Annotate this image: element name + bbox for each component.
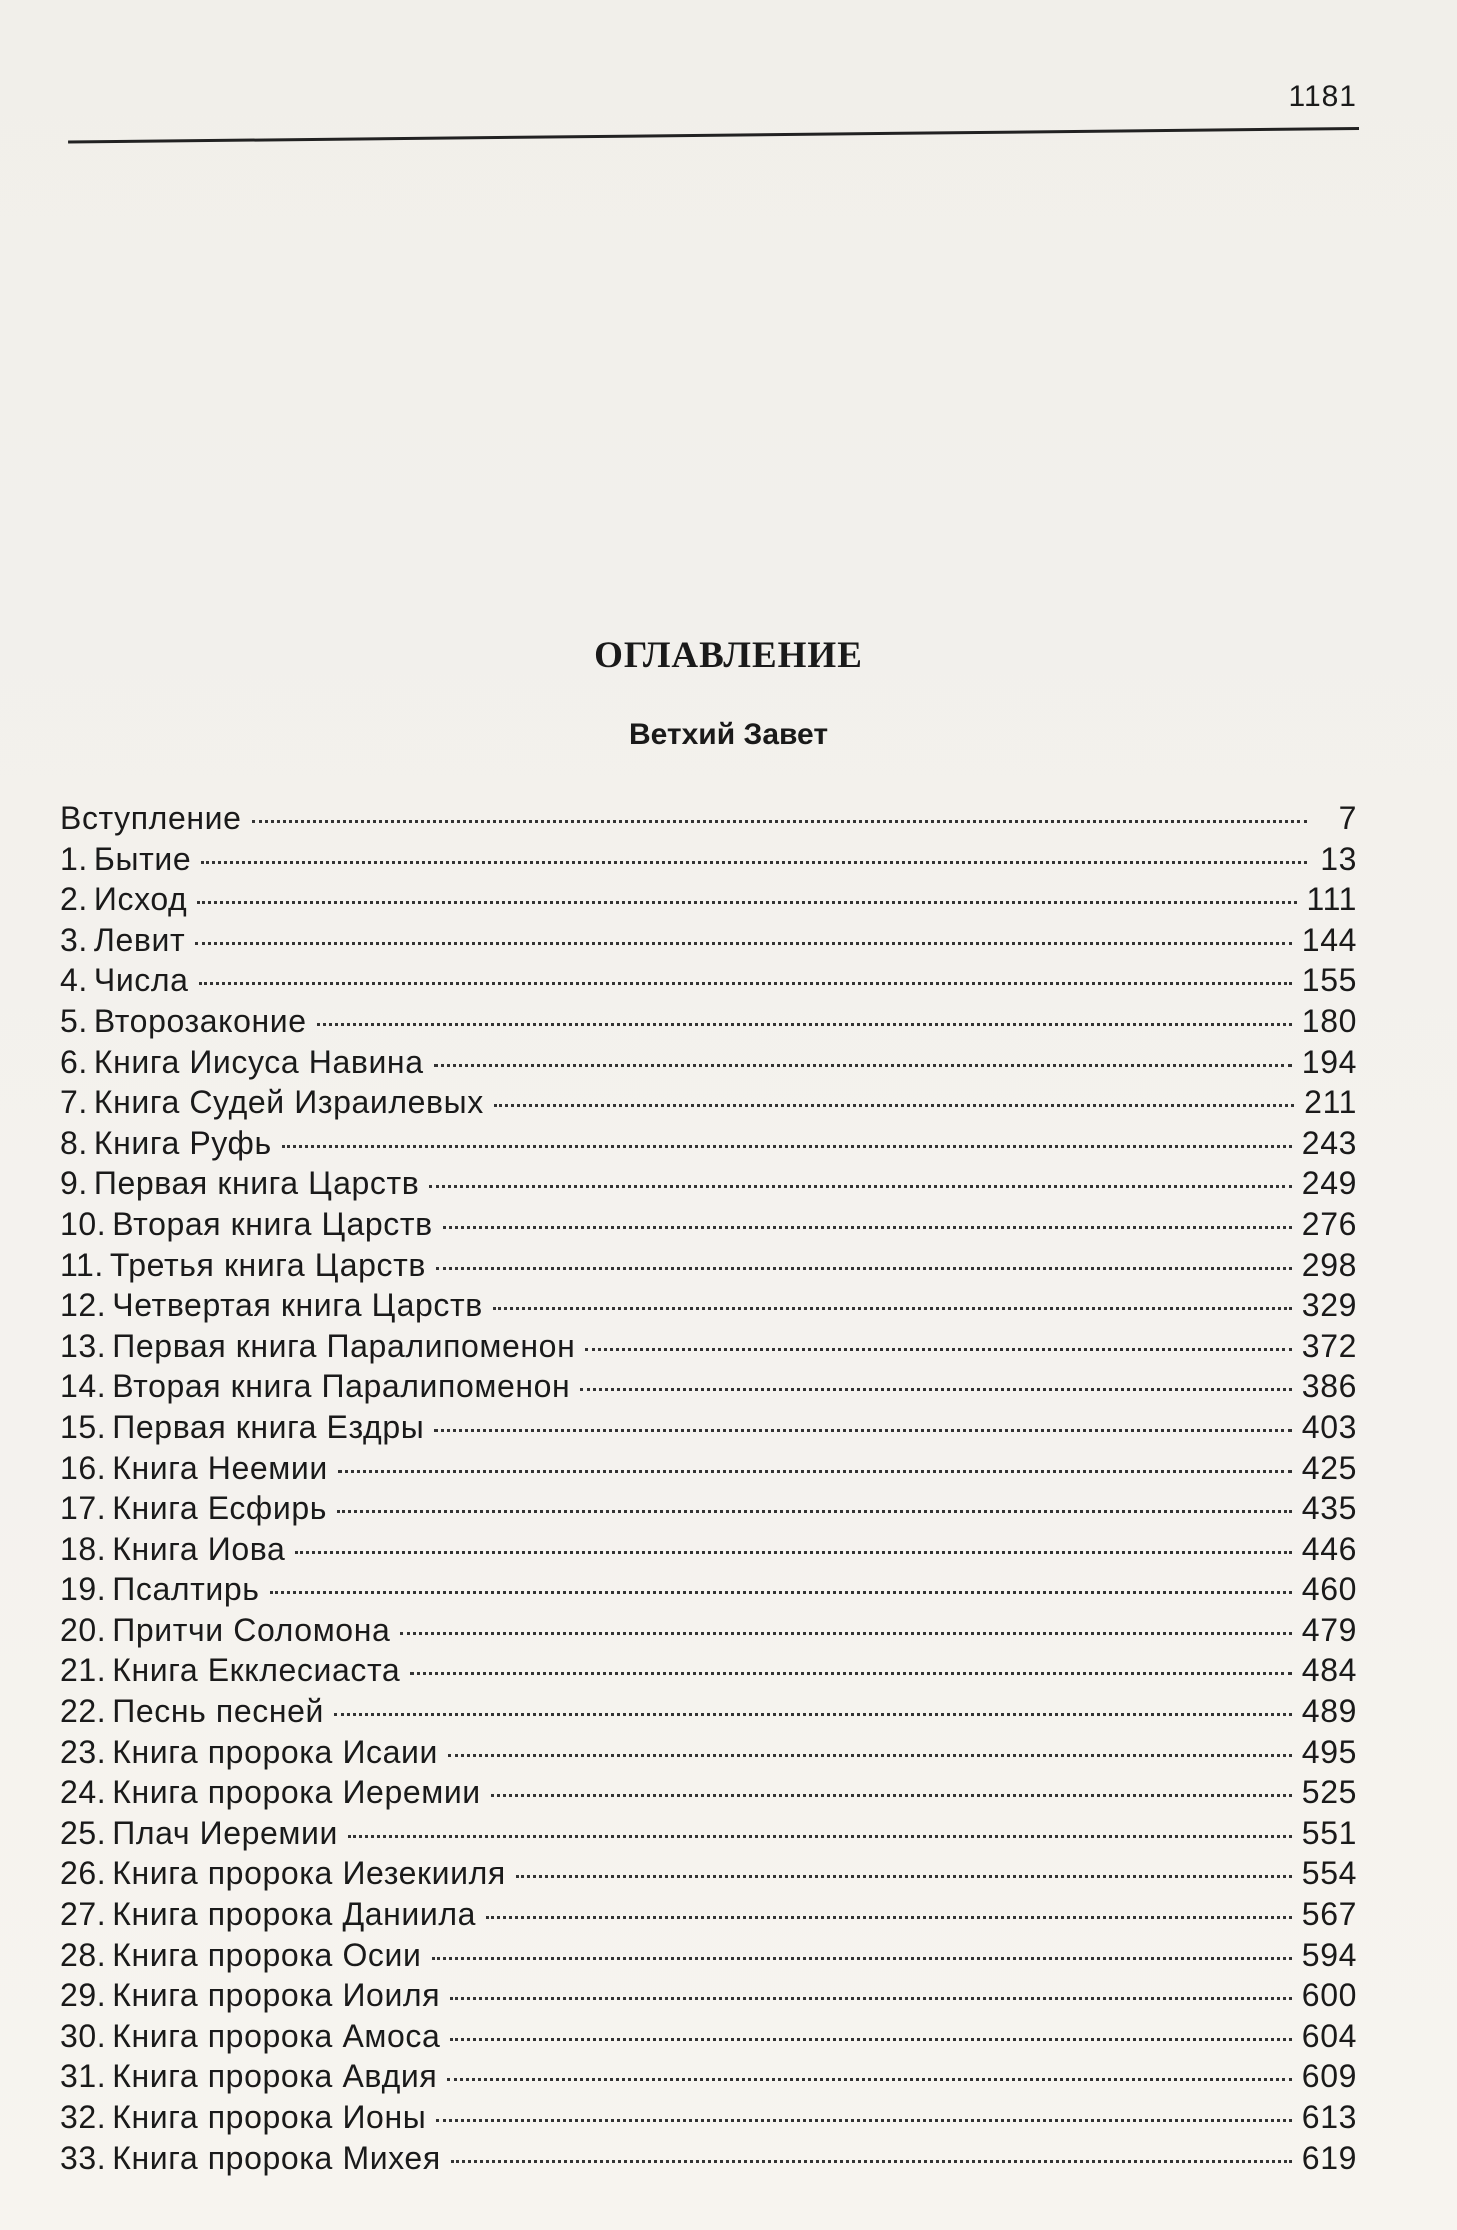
- toc-entry-label: [60, 1366, 570, 1407]
- toc-entry-page: 446: [1301, 1530, 1357, 1567]
- toc-entry-page: 479: [1301, 1611, 1357, 1648]
- toc-entry-number: 27.: [60, 1896, 107, 1933]
- toc-entry-page: 484: [1301, 1652, 1357, 1689]
- toc-entry-label: [60, 1204, 433, 1245]
- toc-entry-label: [60, 1813, 338, 1854]
- dot-leader: [295, 1551, 1291, 1554]
- toc-entry: [60, 1610, 1357, 1651]
- dot-leader: [195, 942, 1292, 945]
- toc-entry: [60, 2138, 1357, 2179]
- toc-entry-title: Вступление: [60, 800, 242, 836]
- toc-entry-title: Первая книга Паралипоменон: [112, 1327, 576, 1364]
- toc-entry-page: 194: [1301, 1043, 1357, 1080]
- toc-entry-page: 329: [1301, 1287, 1357, 1324]
- toc-entry-title: Книга пророка Иеремии: [112, 1774, 481, 1811]
- toc-entry-page: 609: [1301, 2058, 1357, 2095]
- page-number: 1181: [1288, 80, 1357, 113]
- toc-entry-label: [60, 1407, 424, 1448]
- toc-entry: [60, 1407, 1357, 1448]
- toc-entry: [60, 1894, 1357, 1935]
- toc-entry: [60, 1163, 1357, 1204]
- toc-entry: [60, 1204, 1357, 1245]
- toc-entry-title: Книга пророка Амоса: [112, 2017, 441, 2054]
- toc-entry-number: 15.: [60, 1408, 107, 1445]
- toc-entry-number: 16.: [60, 1449, 107, 1486]
- toc-entry-title: Четвертая книга Царств: [112, 1287, 483, 1324]
- toc-entry-page: 111: [1306, 881, 1357, 918]
- toc-entry-title: Книга Иисуса Навина: [93, 1043, 424, 1080]
- toc-entry-title: Книга пророка Иезекииля: [112, 1855, 506, 1892]
- toc-entry-title: Третья книга Царств: [109, 1246, 426, 1283]
- toc-entry: [60, 2097, 1357, 2138]
- toc-entry: [60, 1082, 1357, 1123]
- toc-entry-title: Книга Иова: [112, 1530, 286, 1567]
- toc-entry-number: 5.: [60, 1002, 88, 1039]
- toc-entry-page: 180: [1301, 1002, 1357, 1039]
- toc-entry-title: Книга Екклесиаста: [112, 1652, 401, 1689]
- toc-entry-number: 24.: [60, 1774, 107, 1811]
- toc-entry-label: [60, 1163, 419, 1204]
- dot-leader: [434, 1064, 1292, 1067]
- toc-entry-label: [60, 1569, 260, 1610]
- toc-entry: [60, 1569, 1357, 1610]
- dot-leader: [338, 1470, 1292, 1473]
- toc-entry-title: Книга пророка Ионы: [112, 2099, 427, 2135]
- toc-entry-title: Притчи Соломона: [112, 1611, 391, 1648]
- dot-leader: [334, 1713, 1292, 1716]
- toc-entry-title: Книга пророка Осии: [112, 1936, 422, 1973]
- toc-entry-label: [60, 1894, 476, 1935]
- toc-entry-page: 386: [1301, 1368, 1357, 1405]
- toc-entry-title: Книга пророка Михея: [112, 2139, 441, 2176]
- dot-leader: [447, 2078, 1291, 2081]
- dot-leader: [337, 1510, 1292, 1513]
- toc-entry-title: Числа: [93, 962, 189, 999]
- toc-entry-label: [60, 1650, 400, 1691]
- toc-entry: [60, 1001, 1357, 1042]
- toc-entry-title: Книга Есфирь: [112, 1490, 327, 1527]
- toc-entry: [60, 1529, 1357, 1570]
- toc-entry: [60, 1935, 1357, 1976]
- toc-entry-label: [60, 1975, 440, 2016]
- toc-entry: [60, 798, 1357, 839]
- dot-leader: [270, 1591, 1292, 1594]
- toc-entry: [60, 1123, 1357, 1164]
- table-of-contents: [60, 798, 1357, 2178]
- toc-entry: [60, 1042, 1357, 1083]
- toc-entry-number: 10.: [60, 1205, 107, 1242]
- toc-entry-label: [60, 1123, 272, 1164]
- toc-entry-page: 551: [1301, 1814, 1357, 1851]
- toc-entry: [60, 1813, 1357, 1854]
- toc-entry-title: Книга пророка Исаии: [112, 1733, 438, 1770]
- toc-entry-page: 7: [1338, 800, 1357, 836]
- dot-leader: [201, 861, 1307, 864]
- toc-entry-page: 211: [1304, 1084, 1357, 1121]
- toc-entry: [60, 1285, 1357, 1326]
- toc-entry-number: 21.: [60, 1652, 107, 1689]
- dot-leader: [494, 1104, 1294, 1107]
- toc-entry-label: [60, 920, 185, 961]
- toc-entry: [60, 1326, 1357, 1367]
- toc-entry-title: Первая книга Царств: [93, 1165, 420, 1202]
- dot-leader: [450, 2038, 1291, 2041]
- toc-entry-number: 31.: [60, 2058, 107, 2095]
- dot-leader: [429, 1185, 1291, 1188]
- dot-leader: [317, 1023, 1292, 1026]
- dot-leader: [252, 820, 1308, 823]
- toc-entry-page: 525: [1301, 1774, 1357, 1811]
- dot-leader: [410, 1672, 1292, 1675]
- toc-entry-label: [60, 2097, 426, 2138]
- toc-entry-number: 20.: [60, 1611, 107, 1648]
- toc-entry-label: [60, 1001, 307, 1042]
- toc-entry-number: 28.: [60, 1936, 107, 1973]
- toc-entry-page: 600: [1301, 1977, 1357, 2014]
- toc-entry-label: [60, 1610, 390, 1651]
- toc-entry-number: 6.: [60, 1043, 88, 1080]
- toc-entry-title: Вторая книга Паралипоменон: [112, 1368, 571, 1405]
- toc-entry-page: 604: [1301, 2017, 1357, 2054]
- toc-entry: [60, 960, 1357, 1001]
- toc-entry-label: [60, 1732, 438, 1773]
- toc-entry-label: [60, 1042, 424, 1083]
- toc-entry: [60, 1448, 1357, 1489]
- toc-entry-label: [60, 1245, 426, 1286]
- toc-entry-title: Исход: [93, 881, 188, 918]
- toc-entry-page: 425: [1301, 1449, 1357, 1486]
- toc-entry-title: Псалтирь: [112, 1571, 260, 1608]
- toc-entry-title: Книга пророка Даниила: [112, 1896, 477, 1933]
- toc-entry-title: Первая книга Ездры: [112, 1408, 425, 1445]
- dot-leader: [450, 1997, 1292, 2000]
- toc-entry: [60, 1853, 1357, 1894]
- dot-leader: [432, 1957, 1292, 1960]
- toc-entry-label: [60, 879, 187, 920]
- toc-entry: [60, 1245, 1357, 1286]
- toc-entry-label: [60, 2138, 441, 2179]
- toc-entry-number: 25.: [60, 1814, 107, 1851]
- toc-entry: [60, 1691, 1357, 1732]
- toc-entry: [60, 2056, 1357, 2097]
- dot-leader: [516, 1875, 1292, 1878]
- dot-leader: [436, 2119, 1291, 2122]
- header-rule: [68, 127, 1359, 144]
- toc-entry-label: [60, 960, 189, 1001]
- toc-entry-title: Книга Судей Израилевых: [93, 1084, 484, 1121]
- toc-entry: [60, 1488, 1357, 1529]
- toc-entry-label: [60, 1448, 328, 1489]
- toc-entry-number: 19.: [60, 1571, 107, 1608]
- toc-entry-page: 495: [1301, 1733, 1357, 1770]
- dot-leader: [199, 982, 1292, 985]
- toc-entry: [60, 2016, 1357, 2057]
- toc-entry-page: 243: [1301, 1124, 1357, 1161]
- toc-entry-number: 1.: [60, 840, 88, 877]
- toc-entry-label: [60, 1691, 324, 1732]
- dot-leader: [436, 1267, 1292, 1270]
- dot-leader: [282, 1145, 1292, 1148]
- toc-entry-number: 17.: [60, 1490, 107, 1527]
- toc-entry-number: 23.: [60, 1733, 107, 1770]
- toc-entry-number: 26.: [60, 1855, 107, 1892]
- dot-leader: [451, 2160, 1292, 2163]
- toc-entry-label: [60, 1853, 506, 1894]
- toc-entry-title: Книга пророка Иоиля: [112, 1977, 441, 2014]
- toc-entry-page: 298: [1301, 1246, 1357, 1283]
- toc-entry-number: 3.: [60, 921, 88, 958]
- toc-entry-page: 619: [1301, 2139, 1357, 2176]
- dot-leader: [348, 1835, 1292, 1838]
- section-heading: Ветхий Завет: [628, 718, 829, 751]
- toc-entry-label: [60, 1772, 481, 1813]
- toc-entry-number: 11.: [60, 1246, 104, 1283]
- toc-entry-number: 14.: [60, 1368, 107, 1405]
- toc-entry-title: Левит: [93, 921, 186, 958]
- toc-entry-title: Книга Руфь: [93, 1124, 272, 1161]
- dot-leader: [434, 1429, 1291, 1432]
- toc-entry-number: 7.: [60, 1084, 88, 1121]
- toc-entry-page: 144: [1301, 921, 1357, 958]
- toc-entry: [60, 1650, 1357, 1691]
- toc-entry-page: 155: [1301, 962, 1357, 999]
- toc-entry-label: [60, 1326, 575, 1367]
- dot-leader: [585, 1348, 1291, 1351]
- toc-entry-label: [60, 1529, 285, 1570]
- toc-entry-number: 18.: [60, 1530, 107, 1567]
- toc-entry-label: [60, 1935, 422, 1976]
- toc-entry-label: [60, 1488, 327, 1529]
- toc-entry: [60, 879, 1357, 920]
- toc-entry-number: 30.: [60, 2017, 107, 2054]
- toc-entry-page: 276: [1301, 1205, 1357, 1242]
- dot-leader: [491, 1794, 1292, 1797]
- toc-entry-title: Бытие: [93, 840, 192, 877]
- toc-entry-page: 489: [1301, 1693, 1357, 1730]
- dot-leader: [448, 1754, 1292, 1757]
- toc-entry-number: 4.: [60, 962, 88, 999]
- dot-leader: [486, 1916, 1292, 1919]
- toc-entry-number: 22.: [60, 1693, 107, 1730]
- toc-entry-title: Книга пророка Авдия: [112, 2058, 438, 2095]
- toc-entry-label: [60, 798, 242, 839]
- dot-leader: [197, 901, 1296, 904]
- toc-entry: [60, 1732, 1357, 1773]
- toc-entry-title: Плач Иеремии: [112, 1814, 338, 1851]
- toc-entry-label: [60, 839, 191, 880]
- toc-entry-page: 460: [1301, 1571, 1357, 1608]
- toc-entry-number: 12.: [60, 1287, 107, 1324]
- toc-entry-title: Книга Неемии: [112, 1449, 328, 1486]
- toc-entry: [60, 920, 1357, 961]
- toc-entry-page: 249: [1301, 1165, 1357, 1202]
- toc-entry-page: 567: [1301, 1896, 1357, 1933]
- toc-entry-number: 8.: [60, 1124, 88, 1161]
- toc-entry-title: Песнь песней: [112, 1693, 324, 1730]
- dot-leader: [400, 1632, 1291, 1635]
- toc-entry-label: [60, 2056, 437, 2097]
- toc-entry-number: 2.: [60, 881, 88, 918]
- toc-entry-page: 372: [1301, 1327, 1357, 1364]
- toc-entry-page: 613: [1301, 2099, 1357, 2135]
- toc-entry-label: [60, 1285, 483, 1326]
- toc-entry: [60, 1772, 1357, 1813]
- dot-leader: [580, 1388, 1292, 1391]
- toc-entry-label: [60, 1082, 484, 1123]
- toc-entry-page: 594: [1301, 1936, 1357, 1973]
- toc-entry: [60, 1975, 1357, 2016]
- toc-entry-page: 13: [1320, 840, 1357, 877]
- toc-entry: [60, 839, 1357, 880]
- toc-entry-number: 29.: [60, 1977, 107, 2014]
- dot-leader: [443, 1226, 1292, 1229]
- toc-entry-number: 32.: [60, 2099, 107, 2135]
- toc-entry-page: 403: [1301, 1408, 1357, 1445]
- toc-entry-title: Второзаконие: [93, 1002, 307, 1039]
- toc-entry-number: 13.: [60, 1327, 107, 1364]
- toc-entry: [60, 1366, 1357, 1407]
- toc-entry-number: 33.: [60, 2139, 107, 2176]
- toc-entry-page: 554: [1301, 1855, 1357, 1892]
- toc-entry-label: [60, 2016, 440, 2057]
- toc-entry-number: 9.: [60, 1165, 88, 1202]
- toc-entry-page: 435: [1301, 1490, 1357, 1527]
- toc-title: ОГЛАВЛЕНИЕ: [594, 635, 863, 676]
- toc-entry-title: Вторая книга Царств: [112, 1205, 433, 1242]
- dot-leader: [493, 1307, 1292, 1310]
